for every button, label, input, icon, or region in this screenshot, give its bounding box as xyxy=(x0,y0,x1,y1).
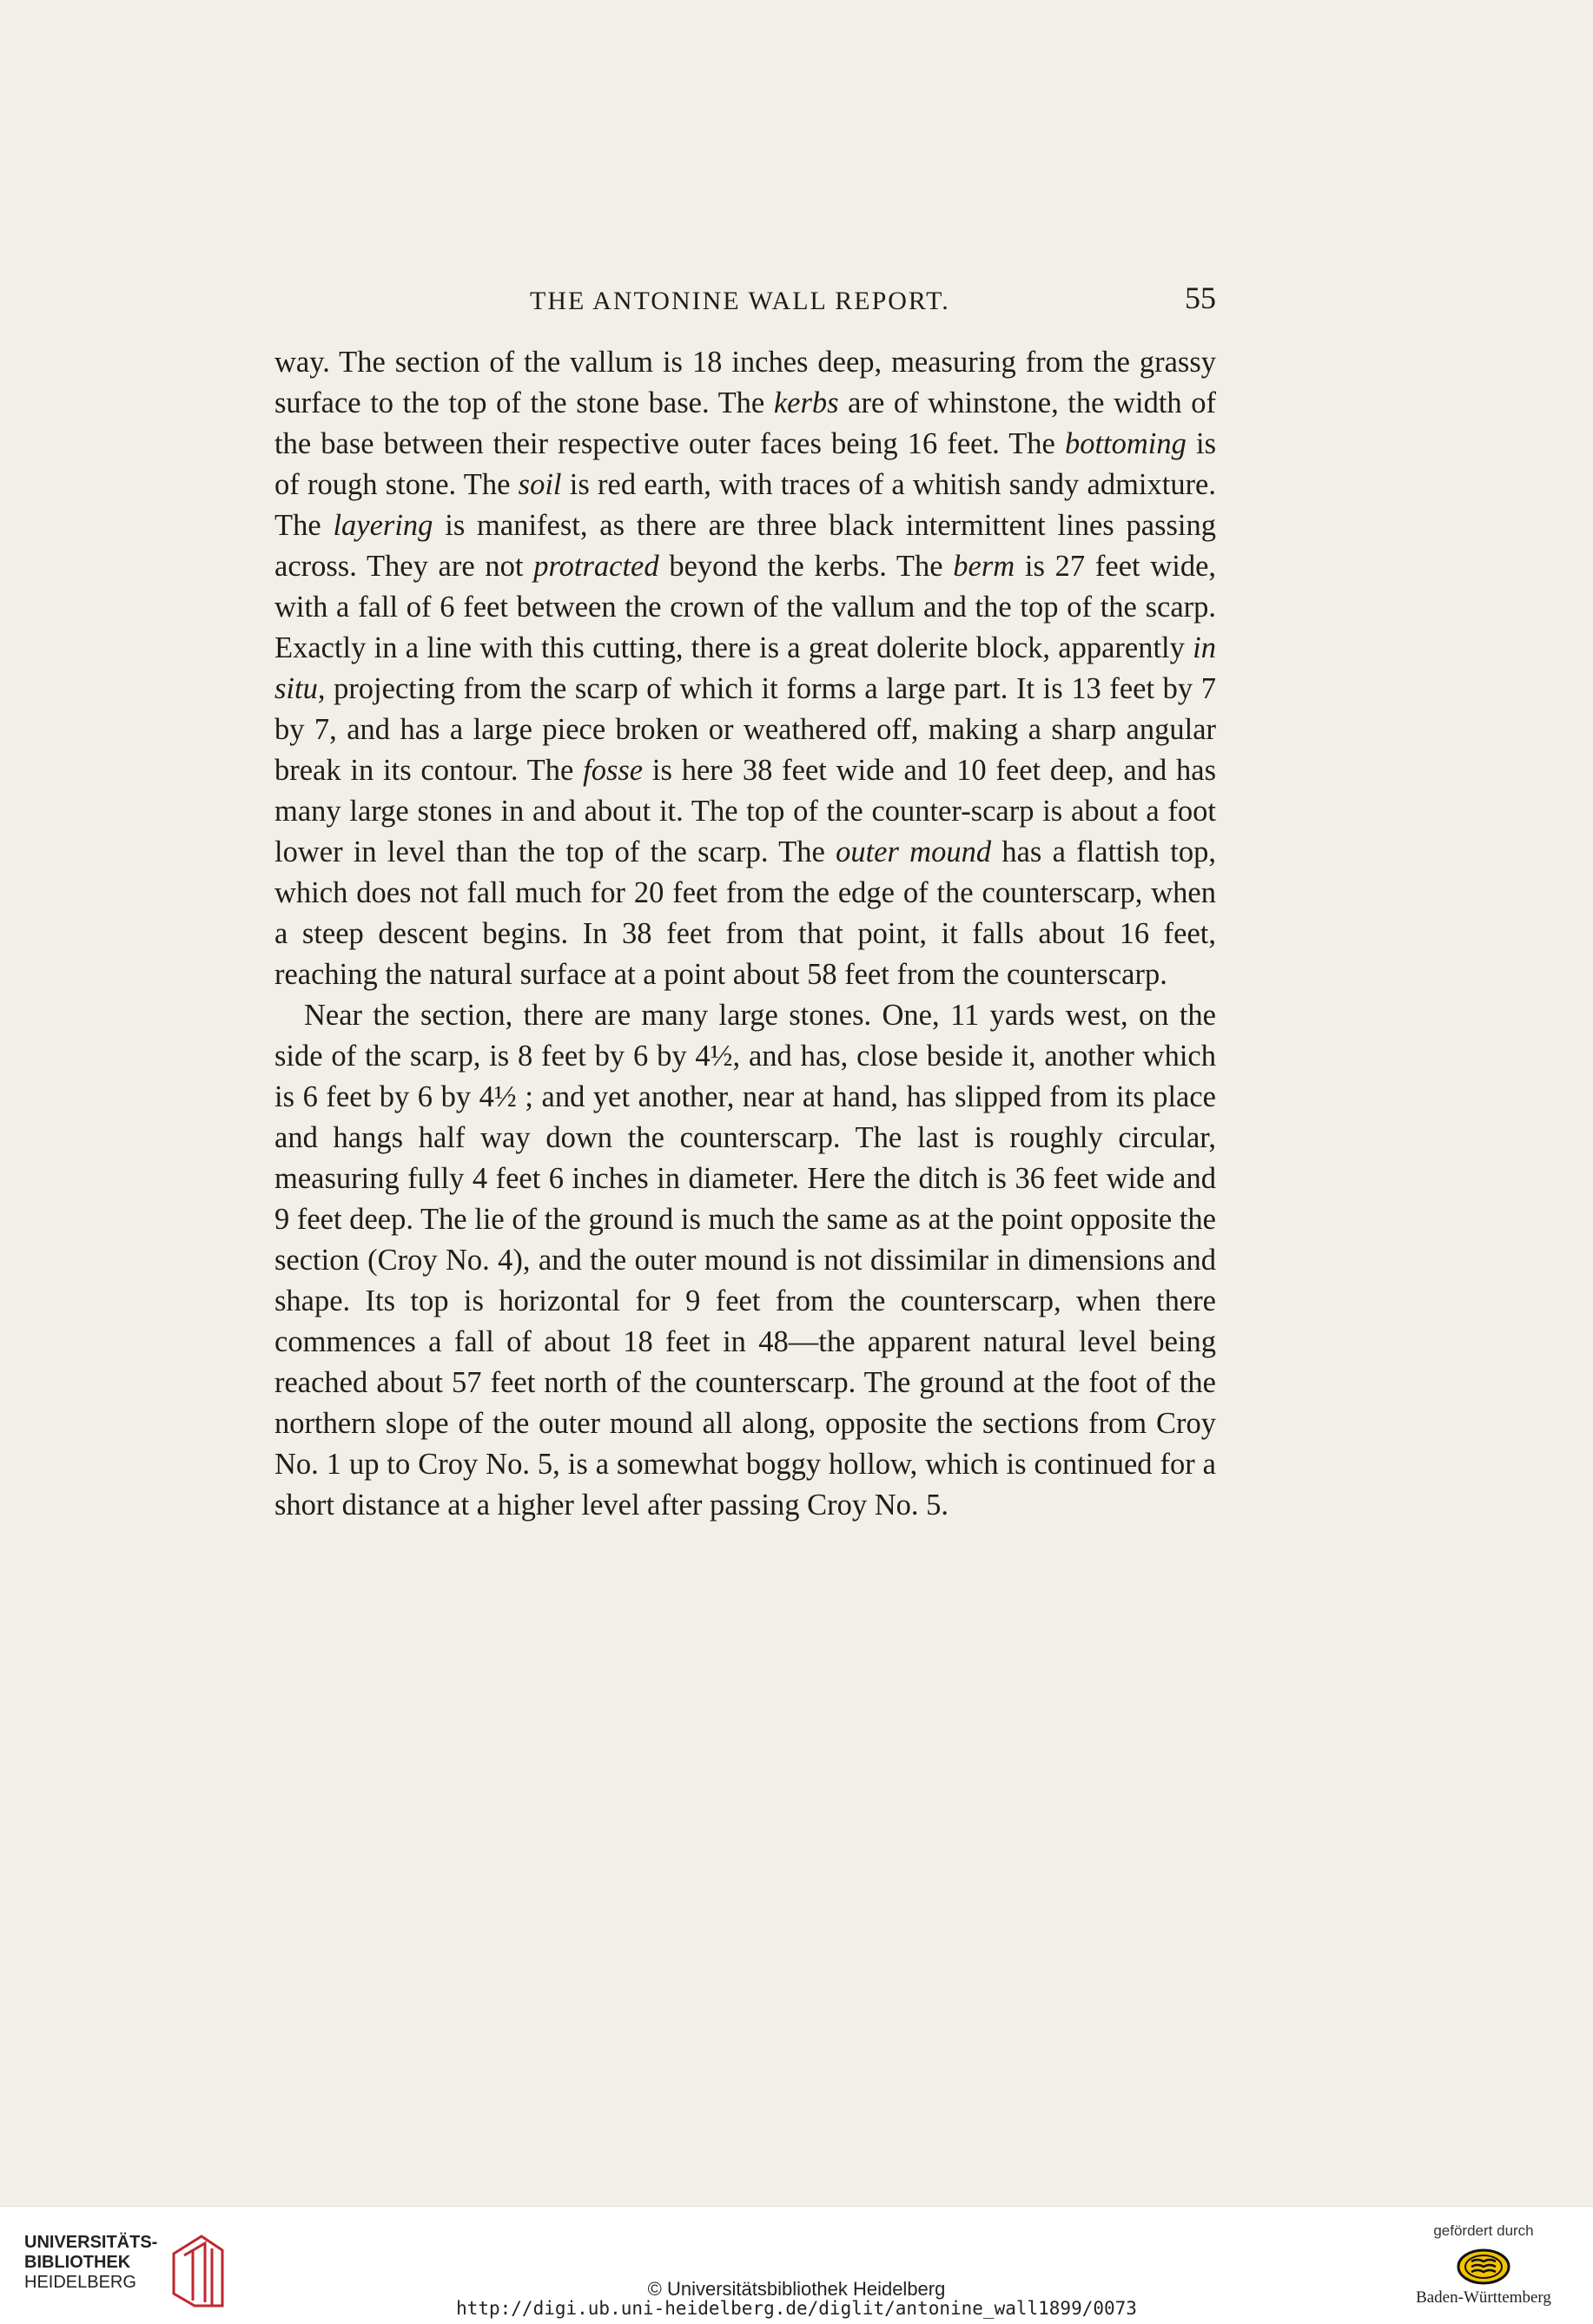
footer-bar xyxy=(0,2206,1593,2324)
library-name-line3: HEIDELBERG xyxy=(24,2273,136,2292)
running-title: THE ANTONINE WALL REPORT. xyxy=(530,287,950,315)
body-text xyxy=(274,342,1216,1526)
copyright-notice: © Universitätsbibliothek Heidelberg xyxy=(647,2278,946,2300)
library-name-line1: UNIVERSITÄTS- xyxy=(24,2233,158,2252)
page-number: 55 xyxy=(1185,281,1216,315)
sponsor-label: gefördert durch xyxy=(1433,2222,1534,2239)
sponsor-name: Baden-Württemberg xyxy=(1416,2288,1551,2307)
library-name-line2: BIBLIOTHEK xyxy=(24,2253,131,2272)
running-header xyxy=(274,280,1216,318)
paragraph-1: way. The section of the vallum is 18 inches deep, measuring from the grassy surface to the top of the stone base. The kerbs are of whinstone, the width of the base between their respective outer faces being 16 feet. The bottoming is of rough stone. The soil is red earth, with traces of a whitish sandy admixture. The layering is manifest, as there are three black intermittent lines passing across. They are not protracted beyond the kerbs. The berm is 27 feet wide, with a fall of 6 feet between the crown of the vallum and the top of the scarp. Exactly in a line with this cutting, there is a great dolerite block, apparently in situ, projecting from the scarp of which it forms a large part. It is 13 feet by 7 by 7, and has a large piece broken or weathered off, making a sharp angular break in its contour. The fosse is here 38 feet wide and 10 feet deep, and has many large stones in and about it. The top of the counter-scarp is about a foot lower in level than the top of the scarp. The outer mound has a flattish top, which does not fall much for 20 feet from the edge of the counterscarp, when a steep descent begins. In 38 feet from that point, it falls about 16 feet, reaching the natural surface at a point about 58 feet from the counterscarp. xyxy=(274,346,1217,991)
paragraph-2: Near the section, there are many large stones. One, 11 yards west, on the side of the scarp, is 8 feet by 6 by 4½, and has, close beside it, another which is 6 feet by 6 by 4½ ; and yet another, near at hand, has slipped from its place and hangs half way down the counterscarp. The last is roughly circular, measuring fully 4 feet 6 inches in diameter. Here the ditch is 36 feet wide and 9 feet deep. The lie of the ground is much the same as at the point opposite the section (Croy No. 4), and the outer mound is not dissimilar in dimensions and shape. Its top is horizontal for 9 feet from the counterscarp, when there commences a fall of about 18 feet in 48—the apparent natural level being reached about 57 feet north of the counterscarp. The ground at the foot of the northern slope of the outer mound all along, opposite the sections from Croy No. 1 up to Croy No. 5, is a somewhat boggy hollow, which is continued for a short distance at a higher level after passing Croy No. 5. xyxy=(274,999,1216,1522)
document-url-link[interactable]: http://digi.ub.uni-heidelberg.de/diglit/antonine_wall1899/0073 xyxy=(456,2298,1137,2319)
baden-wuerttemberg-crest-icon xyxy=(1457,2248,1510,2285)
sponsor-block[interactable] xyxy=(1397,2214,1570,2318)
